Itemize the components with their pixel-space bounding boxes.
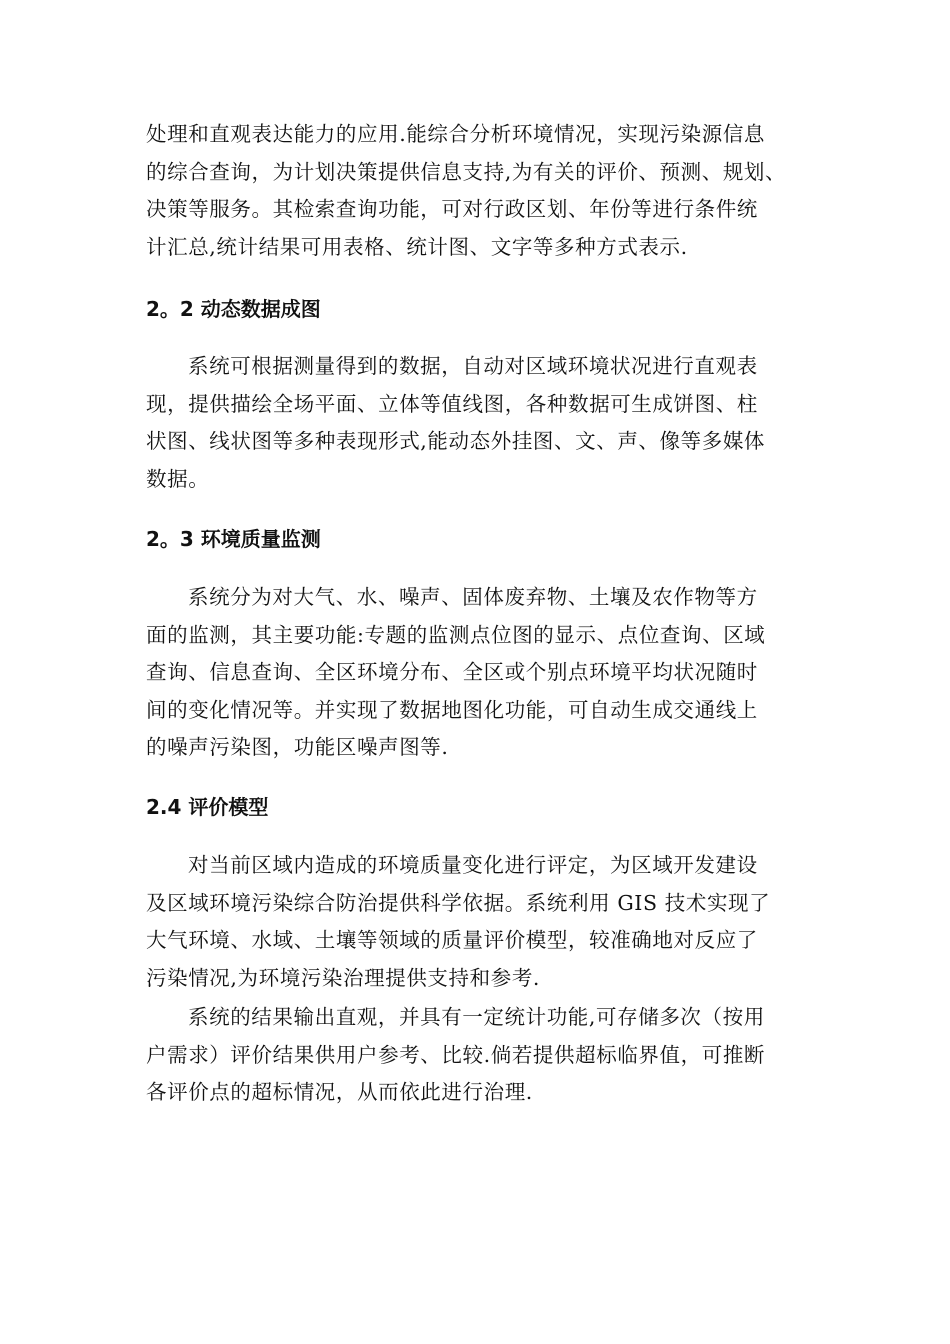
section-heading-2-3: 2。3 环境质量监测 (146, 527, 321, 551)
paragraph-line: 各评价点的超标情况，从而依此进行治理. (146, 1080, 533, 1104)
paragraph-line: 的噪声污染图，功能区噪声图等. (146, 735, 449, 759)
paragraph-line: 系统的结果输出直观，并具有一定统计功能,可存储多次（按用 (188, 1005, 765, 1029)
section-2-4-paragraph-1 (146, 847, 816, 997)
paragraph-line: 现，提供描绘全场平面、立体等值线图，各种数据可生成饼图、柱 (146, 391, 758, 416)
paragraph-line: 对当前区域内造成的环境质量变化进行评定，为区域开发建设 (188, 853, 758, 877)
paragraph-line: 系统分为对大气、水、噪声、固体废弃物、土壤及农作物等方 (188, 585, 758, 609)
paragraph-line: 的综合查询，为计划决策提供信息支持,为有关的评价、预测、规划、 (146, 159, 787, 184)
paragraph-line: 大气环境、水域、土壤等领域的质量评价模型，较准确地对反应了 (146, 928, 758, 952)
paragraph-line: 面的监测，其主要功能:专题的监测点位图的显示、点位查询、区域 (146, 622, 766, 647)
section-2-2-paragraph (146, 348, 816, 498)
section-heading-2-4: 2.4 评价模型 (146, 795, 269, 819)
section-2-4-paragraph-2 (146, 999, 816, 1112)
section-2-3-paragraph (146, 579, 816, 767)
paragraph-line: 计汇总,统计结果可用表格、统计图、文字等多种方式表示. (146, 234, 688, 259)
paragraph-line: 户需求）评价结果供用户参考、比较.倘若提供超标临界值，可推断 (146, 1042, 766, 1067)
intro-paragraph (146, 116, 816, 266)
paragraph-line: 决策等服务。其检索查询功能，可对行政区划、年份等进行条件统 (146, 197, 758, 221)
paragraph-line: 数据。 (146, 466, 210, 491)
paragraph-line: 系统可根据测量得到的数据，自动对区域环境状况进行直观表 (188, 354, 758, 378)
section-heading-2-2: 2。2 动态数据成图 (146, 297, 321, 321)
paragraph-line: 查询、信息查询、全区环境分布、全区或个别点环境平均状况随时 (146, 660, 758, 684)
paragraph-line: 间的变化情况等。并实现了数据地图化功能，可自动生成交通线上 (146, 697, 758, 722)
paragraph-line: 处理和直观表达能力的应用.能综合分析环境情况，实现污染源信息 (146, 122, 766, 146)
paragraph-line: 污染情况,为环境污染治理提供支持和参考. (146, 965, 541, 990)
paragraph-line: 及区域环境污染综合防治提供科学依据。系统利用 GIS 技术实现了 (146, 890, 771, 915)
paragraph-line: 状图、线状图等多种表现形式,能动态外挂图、文、声、像等多媒体 (146, 429, 766, 453)
